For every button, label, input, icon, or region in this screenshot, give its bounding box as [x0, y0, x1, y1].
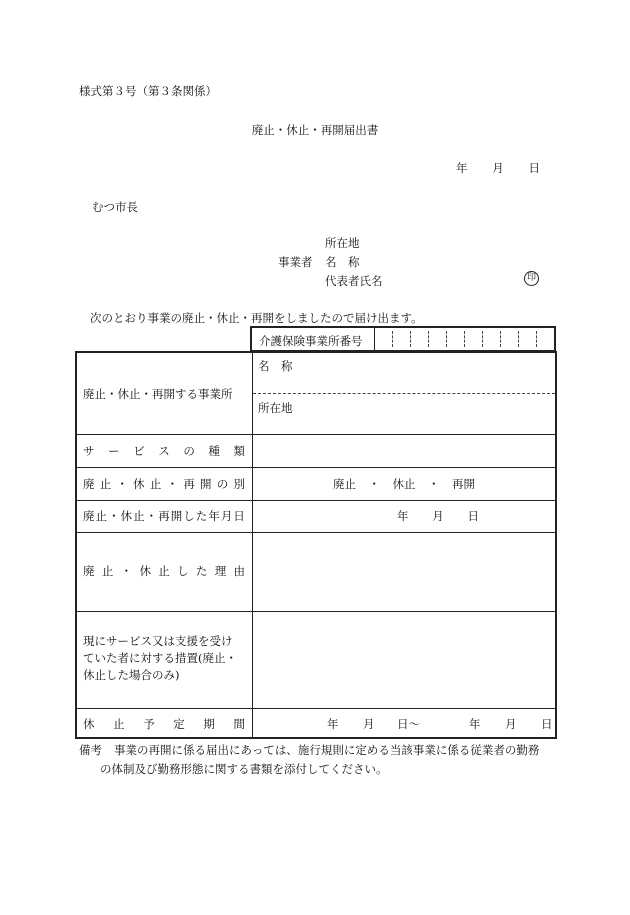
label-char: 廃 — [83, 564, 95, 578]
office-number-cell-divider — [482, 331, 483, 347]
row-line — [77, 708, 555, 709]
applicant-name-label: 名 称 — [325, 255, 360, 269]
office-number-separator — [374, 328, 375, 350]
label-char: ・ — [116, 477, 128, 491]
label-char: 止 — [95, 509, 108, 523]
label-char: ビ — [133, 444, 145, 458]
label-char: 類 — [233, 444, 245, 458]
office-number-cell-divider — [392, 331, 393, 347]
period-start-month: 月 — [363, 717, 375, 731]
label-char: 開 — [170, 509, 183, 523]
row-line — [77, 500, 555, 501]
measures-label-line: 現にサービス又は支援を受け — [83, 634, 233, 648]
date-done-value[interactable] — [397, 509, 479, 523]
label-char: ー — [108, 444, 120, 458]
label-char: 月 — [220, 509, 233, 523]
applicant-group-label: 事業者 — [278, 255, 313, 269]
label-char: ・ — [166, 477, 179, 491]
label-char: ・ — [120, 564, 133, 578]
date-done-year: 年 — [397, 509, 409, 523]
document-title: 廃止・休止・再開届出書 — [251, 123, 379, 137]
row-line — [77, 434, 555, 435]
measures-label-line: ていた者に対する措置(廃止・ — [83, 651, 237, 665]
office-number-cell-divider — [500, 331, 501, 347]
label-char: 理 — [214, 564, 227, 578]
intro-text: 次のとおり事業の廃止・休止・再開をしましたので届け出ます。 — [90, 311, 423, 325]
office-number-cell-divider — [518, 331, 519, 347]
label-char: の — [216, 477, 229, 491]
office-number-cell-divider — [464, 331, 465, 347]
establishment-name-label: 名 称 — [258, 359, 293, 373]
label-char: 休 — [83, 717, 95, 731]
option-separator: ・ — [368, 477, 380, 491]
label-char: 再 — [158, 509, 170, 523]
addressee: むつ市長 — [92, 200, 138, 214]
period-end-year: 年 — [469, 717, 481, 731]
date-month-label: 月 — [492, 161, 504, 175]
label-char: の — [183, 444, 195, 458]
label-char: 休 — [139, 564, 151, 578]
label-char: 期 — [203, 717, 215, 731]
form-number: 様式第３号（第３条関係） — [79, 84, 217, 98]
label-char: 止 — [113, 717, 125, 731]
measures-label — [83, 633, 237, 684]
service-type-label — [83, 444, 245, 458]
period-end-day: 日 — [541, 717, 553, 731]
applicant-address-label: 所在地 — [325, 236, 360, 250]
label-char: し — [177, 564, 189, 578]
label-char: 由 — [233, 564, 245, 578]
date-done-month: 月 — [432, 509, 444, 523]
label-char: 開 — [200, 477, 212, 491]
label-char: ・ — [145, 509, 158, 523]
row-line — [77, 467, 555, 468]
establishment-label: 廃止・休止・再開する事業所 — [83, 387, 233, 401]
label-char: 廃 — [83, 509, 95, 523]
option-resume[interactable]: 再開 — [452, 477, 475, 491]
form-table — [75, 351, 557, 739]
label-char: 休 — [120, 509, 133, 523]
label-char: た — [195, 509, 208, 523]
date-done-day: 日 — [467, 509, 479, 523]
suspension-period-label — [83, 717, 245, 731]
office-number-cell-divider — [536, 331, 537, 347]
label-char: 定 — [173, 717, 185, 731]
submission-date — [456, 161, 540, 175]
row-line — [77, 611, 555, 612]
row-line — [77, 532, 555, 533]
label-char: 間 — [233, 717, 245, 731]
label-char: 止 — [99, 477, 112, 491]
label-char: 別 — [233, 477, 245, 491]
date-done-label — [83, 509, 245, 523]
label-char: 種 — [208, 444, 220, 458]
reason-label — [83, 564, 245, 578]
label-char: 止 — [158, 564, 170, 578]
period-start-day: 日〜 — [397, 717, 420, 731]
note-line-1: 事業の再開に係る届出にあっては、施行規則に定める当該事業に係る従業者の勤務 — [114, 743, 540, 757]
label-char: 休 — [133, 477, 145, 491]
label-char: 日 — [233, 509, 245, 523]
seal-mark: 印 — [524, 271, 539, 286]
category-label — [83, 477, 245, 491]
office-number-cell-divider — [410, 331, 411, 347]
column-divider — [252, 353, 253, 737]
option-abolish[interactable]: 廃止 — [333, 477, 356, 491]
label-char: サ — [83, 444, 95, 458]
label-char: 再 — [183, 477, 195, 491]
label-char: 止 — [101, 564, 114, 578]
label-char: 止 — [133, 509, 145, 523]
option-suspend[interactable]: 休止 — [392, 477, 416, 491]
office-number-box — [250, 326, 556, 352]
applicant-representative-label: 代表者氏名 — [325, 274, 383, 288]
period-start-year: 年 — [327, 717, 339, 731]
label-char: ス — [158, 444, 170, 458]
label-char: 止 — [149, 477, 162, 491]
measures-label-line: 休止した場合のみ) — [83, 668, 180, 682]
option-separator: ・ — [428, 477, 440, 491]
office-number-cell-divider — [428, 331, 429, 347]
date-year-label: 年 — [456, 161, 468, 175]
office-number-label: 介護保険事業所番号 — [259, 334, 363, 348]
note-line-2: の体制及び勤務形態に関する書類を添付してください。 — [100, 762, 388, 776]
date-day-label: 日 — [528, 161, 540, 175]
label-char: 廃 — [83, 477, 95, 491]
label-char: ・ — [108, 509, 120, 523]
label-char: し — [183, 509, 195, 523]
label-char: 予 — [143, 717, 155, 731]
label-char: 年 — [208, 509, 220, 523]
office-number-cell-divider — [446, 331, 447, 347]
label-char: た — [195, 564, 208, 578]
category-options — [333, 477, 475, 491]
period-end-month: 月 — [505, 717, 517, 731]
establishment-address-label: 所在地 — [258, 401, 293, 415]
note-heading: 備考 — [79, 743, 102, 757]
establishment-divider — [253, 393, 555, 394]
